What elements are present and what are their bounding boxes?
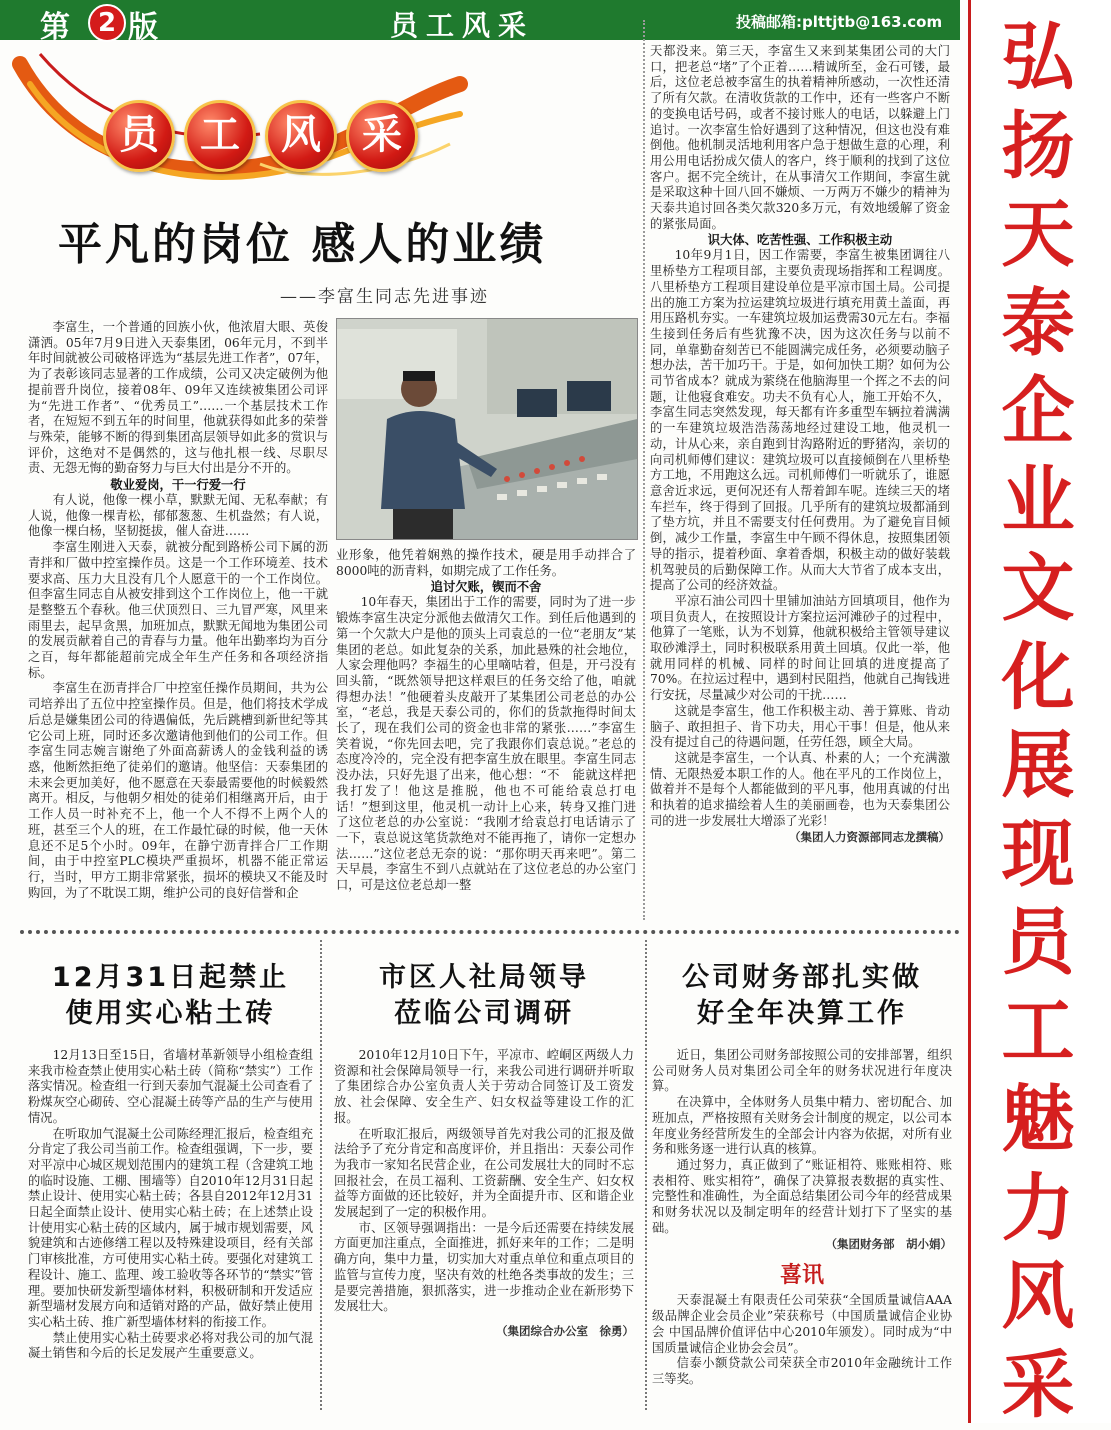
article-brick-ban-paragraph-3: 禁止使用实心粘土砖要求必将对我公司的加气混凝土销售和今后的长足发展产生重要意义。 (28, 1330, 313, 1361)
main-article-col3-paragraph-2: 10年9月1日，因工作需要，李富生被集团调往八里桥垫方工程项目部，主要负责现场指挥和工程调度。八里桥垫方工程项目建设单位是平凉市国土局。公司提出的施工方案为拉运建筑垃圾进行填充用黄土盖面，再用压路机夯实。一车建筑垃圾加运费需30元左右。李福生接到任务后有些犹豫不决，因为这次任务与以前不同，单靠勤奋刻苦已不能圆满完成任务，必须要动脑子想办法，苦干加巧干。于是，如何加快工期？如何为公司节省成本？就成为萦绕在他脑海里一个挥之不去的问题，让他寝食难安。功夫不负有心人，施工开始不久，李富生同志突然发现，每天都有许多重型车辆拉着满满的一车建筑垃圾浩浩荡荡地经过建设工地，他灵机一动，计从心来，亲自跑到甘沟路附近的野猪沟，亲切的向司机师傅们建议：建筑垃圾可以直接倾倒在八里桥垫方工地，不用跑这么远。司机师傅们一听就乐了，谁愿意舍近求远，更何况还有人帮着卸车呢。连续三天的堵车拦车，终于得到了回报。几乎所有的建筑垃圾都涌到了垫方坑，并且不需要支付任何费用。为了避免盲目倾倒，减少工作量，李富生中午顾不得休息，按照集团领导的指示，提着秒面、拿着香烟，积极主动的做好装载机驾驶员的后勤保障工作。从而大大节省了成本支出，提高了公司的经济效益。 (650, 248, 950, 593)
main-article-col1-paragraph-2: 有人说，他像一棵小草，默默无闻、无私奉献；有人说，他像一棵青松，郁郁葱葱、生机盎然；有人说，他像一棵白杨，坚韧挺拔，催人奋进…… (28, 493, 328, 539)
article-finance-credit: （集团财务部 胡小娟） (825, 1237, 952, 1252)
edition-suffix: 版 (128, 10, 158, 45)
main-article-subhead-3: 识大体、吃苦性强、工作积极主动 (707, 233, 893, 248)
submission-email: 投稿邮箱:plttjtb@163.com (736, 13, 943, 31)
main-article-col3-paragraph-5: 这就是李富生，一个认真、朴素的人；一个充满激情、无限热爱本职工作的人。他在平凡的工作岗位上，做着并不是每个人都能做到的平凡事，他用真诚的付出和执着的追求描绘着人生的美丽画卷，也为天泰集团公司的进一步发展壮大增添了光彩！ (650, 750, 950, 828)
article-hr-visit-paragraph-3: 市、区领导强调指出：一是今后还需要在持续发展方面更加注重点，全面推进，抓好来年的工作；二是明确方向，集中力量，切实加大对重点单位和重点项目的监管与宣传力度，坚决有效的杜绝各类事故的发生；三是要完善措施，狠抓落实，进一步推动企业在新形势下发展壮大。 (334, 1220, 634, 1314)
main-article-col1-paragraph-intro: 李富生，一个普通的回族小伙，他浓眉大眼、英俊潇洒。05年7月9日进入天泰集团，06年元月，不到半年时间就被公司破格评选为“基层先进工作者”，07年，为了表彰该同志显著的工作成绩，公司又决定破例为他提前晋升岗位，接着08年、09年又连续被集团公司评为“先进工作者”、“优秀员工”……一个基层技术工作者，在短短不到五年的时间里，他就获得如此多的荣誉与殊荣，能够不断的得到集团高层领导如此多的赏识与评价，这绝对不是偶然的，这与他扎根一线、尽职尽责、无怨无悔的勤奋努力与巨大付出是分不开的。 (28, 320, 328, 476)
main-article-credit: （集团人力资源部同志龙撰稿） (789, 830, 950, 845)
column-divider-bottom-2 (645, 940, 647, 1410)
good-news-paragraph-1: 天泰混凝土有限责任公司荣获“全国质量诚信AAA级品牌企业会员企业”荣获称号（中国质量诚信企业协会 中国品牌价值评估中心2010年颁发）。同时成为“中国质量诚信企业协会会员”。 (652, 1293, 952, 1355)
column-divider-bottom-1 (320, 940, 322, 1410)
main-article-col3-paragraph-3: 平凉石油公司四十里铺加油站方回填项目，他作为项目负责人，在按照设计方案拉运河滩砂子的过程中，他算了一笔账，认为不划算，他就积极给主管领导建议取砂滩浮土，同时积极联系用黄土回填。仅此一举，他就用同样的机械、同样的时间让回填的进度提高了70%。在拉运过程中，遇到村民阻挡，他就自己掏钱进行安抚，尽量减少对公司的干扰…… (650, 593, 950, 703)
masthead-char-1: 员 (103, 100, 175, 172)
main-article-col3-paragraph-1: 天都没来。第三天，李富生又来到某集团公司的大门口，把老总“堵”了个正着……精诚所至，金石可镂，最后，这位老总被李富生的执着精神所感动，一次性还清了所有欠款。在清收货款的工作中，还有一些客户不断的变换电话号码，或者不接讨账人的电话，以躲避上门追讨。一次李富生恰好遇到了这种情况，但这也没有难倒他。他机制灵活地利用客户急于想做生意的心理，利用公用电话扮成欠债人的客户，终于顺利的找到了这位客户。据不完全统计，在从事清欠工作期间，李富生就是采取这种十回八回不嫌烦、一万两万不嫌少的精神为天泰共追讨回各类欠款320多万元，有效地缓解了资金的紧张局面。 (650, 44, 950, 231)
article-finance-paragraph-2: 在决算中，全体财务人员集中精力、密切配合、加班加点，严格按照有关财务会计制度的规定，以公司本年度业务经营所发生的全部会计内容为依据，对所有业务和账务逐一进行认真的核算。 (652, 1095, 952, 1157)
masthead-char-3: 风 (265, 100, 337, 172)
control-room-illustration (337, 319, 637, 539)
good-news-paragraph-2: 信泰小额贷款公司荣获全市2010年金融统计工作三等奖。 (652, 1356, 952, 1386)
article-hr-visit-title-line-1: 市区人社局领导 (379, 962, 589, 993)
masthead-char-4: 采 (346, 100, 418, 172)
section-divider (20, 930, 960, 934)
article-hr-visit-paragraph-2: 在听取汇报后，两级领导首先对我公司的汇报及做法给予了充分肯定和高度评价，并且指出：天泰公司作为我市一家知名民营企业，在公司发展壮大的同时不忘回报社会，在员工福利、工资薪酬、安全生产、妇女权益等方面做的还比较好，并为全面提升市、区和谐企业发展起到了一定的积极作用。 (334, 1126, 634, 1220)
article-finance-paragraph-1: 近日，集团公司财务部按照公司的安排部署，组织公司财务人员对集团公司全年的财务状况进行年度决算。 (652, 1048, 952, 1094)
article-finance-title-line-1: 公司财务部扎实做 (682, 962, 922, 993)
article-hr-visit-title-line-2: 莅临公司调研 (394, 998, 574, 1029)
article-finance-title-line-2: 好全年决算工作 (697, 998, 907, 1029)
article-finance-paragraph-3: 通过努力，真正做到了“账证相符、账账相符、账表相符、账实相符”，确保了决算报表数据的真实性、完整性和准确性，为全面总结集团公司今年的经营成果和财务状况以及制定明年的经营计划打下了坚实的基础。 (652, 1157, 952, 1235)
main-article-subhead-1: 敬业爱岗，干一行爱一行 (110, 478, 246, 493)
main-article-col2-continuation: 业形象，他凭着娴熟的操作技术，硬是用手动拌合了8000吨的沥青料，如期完成了工作任务。 (336, 548, 636, 578)
article-finance (652, 960, 952, 1410)
section-title: 员工风采 (390, 9, 535, 42)
main-article-byline: ——李富生同志先进事迹 (280, 287, 489, 307)
main-article-col3-paragraph-4: 这就是李富生，他工作积极主动、善于算账、肯动脑子、敢担担子、肯下功夫，用心干事！但是，他从来没有提过自己的待遇问题，任劳任怨，顾全大局。 (650, 703, 950, 750)
column-divider-top (643, 20, 645, 920)
masthead-char-2: 工 (184, 100, 256, 172)
main-article-column-2 (336, 548, 636, 928)
main-article-col1-paragraph-3: 李富生刚进入天泰，就被分配到路桥公司下属的沥青拌和厂做中控室操作员。这是一个工作环境差、技术要求高、压力大且没有几个人愿意干的一个工作岗位。但李富生同志自从被安排到这个工作岗位上，他一干就是整整五个春秋。他三伏顶烈日、三九冒严寒，风里来雨里去，起早贪黑，加班加点，默默无闻地为集团公司的发展贡献着自己的青春与力量。他年出勤率均为百分之百，每年都能超前完成全年生产任务和各项经济指标。 (28, 540, 328, 680)
article-brick-ban-paragraph-2: 在听取加气混凝土公司陈经理汇报后，检查组充分肯定了我公司当前工作。检查组强调，下一步，要对平凉中心城区规划范围内的建筑工程（含建筑工地的临时设施、工棚、围墙等）自2010年12月31日起禁止设计、使用实心粘土砖；各县自2012年12月31日起全面禁止设计、使用实心粘土砖；在上述禁止设计使用实心粘土砖的区域内，属于城市规划需要，风貌建筑和古迹修缮工程以及特殊建设项目，经有关部门审核批准，方可使用实心粘土砖。要强化对建筑工程设计、施工、监理、竣工验收等各环节的“禁实”管理。要加快研发新型墙体材料，积极研制和开发适应新型墙材发展方向和适销对路的产品，做好禁止使用实心粘土砖、推广新型墙体材料的衔接工作。 (28, 1126, 313, 1329)
article-hr-visit-paragraph-1: 2010年12月10日下午，平凉市、崆峒区两级人力资源和社会保障局领导一行，来我公司进行调研并听取了集团综合办公室负责人关于劳动合同签订及工资发放、社会保障、安全生产、妇女权益等建设工作的汇报。 (334, 1048, 634, 1125)
operator-photo (336, 318, 638, 540)
edition-number-badge: 2 (88, 4, 126, 42)
main-article-col2-paragraph-1: 10年春天，集团出于工作的需要，同时为了进一步锻炼李富生决定分派他去做清欠工作。到任后他遇到的第一个欠款大户是他的顶头上司袁总的一位“老朋友”某集团的老总。如此复杂的关系，加此悬殊的社会地位，人家会理他吗？李福生的心里嘀咕着，但是，开弓没有回头箭，“既然领导把这样艰巨的任务交给了他，咱就得想办法！”他硬着头皮敲开了某集团公司老总的办公室，“老总，我是天泰公司的，你们的货款拖得时间太长了，现在我们公司的资金也非常的紧张……”李富生笑着说，“你先回去吧，完了我跟你们袁总说。”老总的态度冷冷的，完全没有把李富生放在眼里。李富生同志没办法，只好先退了出来，他心想：“不 能就这样把我打发了！他这是推脱，他也不可能给袁总打电话！”想到这里，他灵机一动计上心来，转身又推门进了这位老总的办公室说：“我刚才给袁总打电话请示了一下，袁总说这笔货款绝对不能再拖了，请你一定想办法……”这位老总无奈的说：“那你明天再来吧”。第二天早晨，李富生不到八点就站在了这位老总的办公室门口，可是这位老总却一整 (336, 595, 636, 893)
article-brick-ban-title-line-1: 12月31日起禁止 (51, 962, 290, 993)
article-brick-ban (28, 960, 313, 1410)
article-brick-ban-title-line-2: 使用实心粘土砖 (65, 998, 276, 1029)
side-banner-slogan: 弘扬天泰企业文化 展现员工魅力风采 (1001, 15, 1075, 1428)
article-hr-visit (334, 960, 634, 1410)
main-article-column-3 (650, 44, 950, 928)
main-article-title: 平凡的岗位 感人的业绩 (58, 219, 547, 270)
good-news-heading: 喜讯 (779, 1263, 824, 1289)
main-article-col1-paragraph-4: 李富生在沥青拌合厂中控室任操作员期间，共为公司培养出了五位中控室操作员。但是，他们将技术学成后总是嫌集团公司的待遇偏低，先后跳槽到新世纪等其它公司上班，同时还多次邀请他到他们的公司工作。但李富生同志婉言谢绝了外面高薪诱人的金钱利益的诱惑，他断然拒绝了徒弟们的邀请。他坚信：天泰集团的未来会更加美好，他不愿意在天泰最需要他的时候毅然离开。相反，与他朝夕相处的徒弟们相继离开后，由于工作人员一时补充不上，他一个人不得不上两个人的班，甚至三个人的班，在工作最忙碌的时候，他一天休息还不足5个小时。09年，在静宁沥青拌合厂工作期间，由于中控室PLC模块严重损坏，机器不能正常运行，当时，甲方工期非常紧张，损坏的模块又不能及时购回，为了不耽误工期，维护公司的良好信誉和企 (28, 681, 328, 900)
main-article-column-1 (28, 320, 328, 928)
article-brick-ban-paragraph-1: 12月13日至15日，省墙材革新领导小组检查组来我市检查禁止使用实心粘土砖（简称“禁实”）工作落实情况。检查组一行到天泰加气混凝土公司查看了粉煤灰空心砌砖、空心混凝土砖等产品的生产与使用情况。 (28, 1048, 313, 1125)
article-hr-visit-credit: （集团综合办公室 徐勇） (496, 1323, 634, 1338)
edition-prefix: 第 (40, 10, 72, 45)
main-article-subhead-2: 追讨欠账，锲而不舍 (430, 580, 542, 595)
